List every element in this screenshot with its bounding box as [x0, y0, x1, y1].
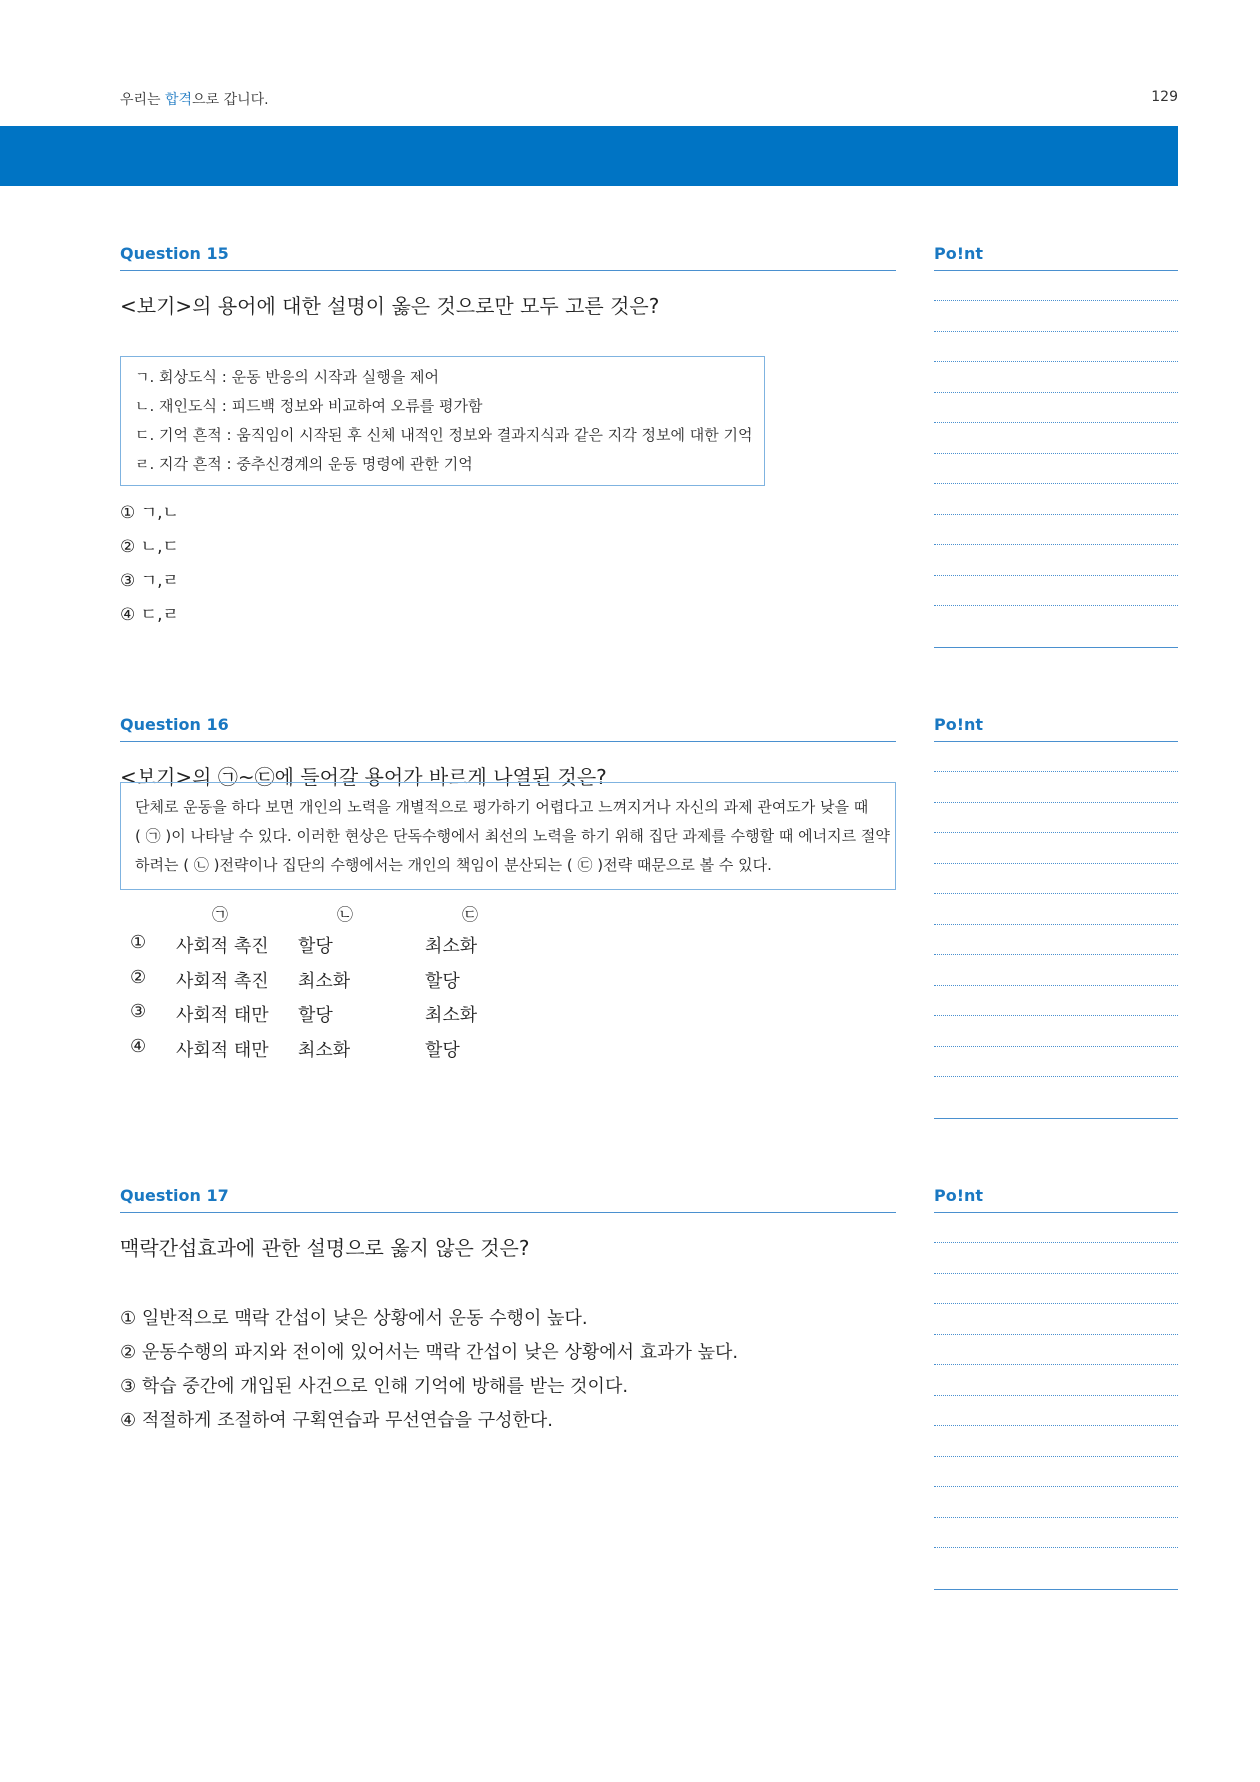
note-line: [934, 1364, 1178, 1365]
option-number: ④: [130, 1035, 147, 1057]
note-line: [934, 1046, 1178, 1047]
note-line: [934, 802, 1178, 803]
table-cell: 사회적 촉진: [176, 970, 269, 992]
note-line: [934, 483, 1178, 484]
note-line: [934, 1076, 1178, 1077]
answer-option: ④ ㄷ,ㄹ: [120, 605, 179, 625]
point-label: Po!nt: [934, 715, 984, 734]
table-cell: 사회적 태만: [176, 1039, 269, 1061]
note-line: [934, 331, 1178, 332]
note-line: [934, 1486, 1178, 1487]
question-text: <보기>의 ㉠~㉢에 들어갈 용어가 바르게 나열된 것은?: [120, 765, 607, 789]
note-line: [934, 832, 1178, 833]
question-label: Question 15: [120, 244, 229, 263]
note-line: [934, 1242, 1178, 1243]
header-text-pre: 우리는: [120, 92, 166, 108]
note-line: [934, 300, 1178, 301]
note-line: [934, 392, 1178, 393]
question-rule: [120, 741, 896, 742]
point-rule: [934, 270, 1178, 271]
point-rule: [934, 741, 1178, 742]
option-number: ③: [130, 1001, 147, 1022]
box-line: ㄱ. 회상도식 : 운동 반응의 시작과 실행을 제어: [135, 368, 440, 386]
table-cell: 할당: [298, 1005, 333, 1026]
header-highlight: 합격: [165, 92, 193, 108]
box-line: ㄹ. 지각 흔적 : 중추신경계의 운동 명령에 관한 기억: [135, 455, 473, 473]
note-line: [934, 1273, 1178, 1274]
question-label: Question 17: [120, 1186, 229, 1205]
note-line: [934, 453, 1178, 454]
note-line: [934, 514, 1178, 515]
note-line: [934, 863, 1178, 864]
box-line: 하려는 ( ㉡ )전략이나 집단의 수행에서는 개인의 책임이 분산되는 ( ㉢ )전략 때문으로 볼 수 있다.: [135, 856, 772, 874]
table-cell: 사회적 촉진: [176, 936, 269, 957]
page-number: 129: [1151, 89, 1178, 105]
note-line: [934, 1334, 1178, 1335]
answer-options: [120, 496, 179, 632]
note-line: [934, 575, 1178, 576]
point-end-rule: [934, 1118, 1178, 1119]
box-line: ㄷ. 기억 흔적 : 움직임이 시작된 후 신체 내적인 정보와 결과지식과 같은 지각 정보에 대한 기억: [135, 426, 753, 444]
answer-option: ④ 적절하게 조절하여 구획연습과 무선연습을 구성한다.: [120, 1410, 554, 1431]
answer-option: ② ㄴ,ㄷ: [120, 537, 179, 557]
note-line: [934, 954, 1178, 955]
answer-option: ③ 학습 중간에 개입된 사건으로 인해 기억에 방해를 받는 것이다.: [120, 1376, 629, 1397]
note-line: [934, 893, 1178, 894]
question-rule: [120, 270, 896, 271]
answer-option: ① 일반적으로 맥락 간섭이 낮은 상황에서 운동 수행이 높다.: [120, 1308, 588, 1329]
table-cell: 최소화: [298, 970, 351, 992]
note-line: [934, 924, 1178, 925]
note-line: [934, 1547, 1178, 1548]
example-box: [120, 782, 896, 890]
answer-option: ② 운동수행의 파지와 전이에 있어서는 맥락 간섭이 낮은 상황에서 효과가 높다.: [120, 1342, 739, 1363]
table-cell: 할당: [298, 936, 333, 957]
table-header-cell: ㉠: [212, 905, 229, 924]
table-cell: 할당: [425, 1039, 460, 1061]
table-cell: 최소화: [298, 1039, 351, 1061]
table-cell: 사회적 태만: [176, 1005, 269, 1026]
answer-option: ① ㄱ,ㄴ: [120, 503, 179, 523]
box-line: ㄴ. 재인도식 : 피드백 정보와 비교하여 오류를 평가함: [135, 397, 483, 415]
note-line: [934, 1395, 1178, 1396]
question-text: <보기>의 용어에 대한 설명이 옳은 것으로만 모두 고른 것은?: [120, 294, 660, 318]
note-line: [934, 1303, 1178, 1304]
question-label: Question 16: [120, 715, 229, 734]
running-header: [120, 89, 269, 109]
note-line: [934, 605, 1178, 606]
note-line: [934, 1456, 1178, 1457]
table-cell: 최소화: [425, 1005, 478, 1026]
note-line: [934, 1517, 1178, 1518]
point-end-rule: [934, 647, 1178, 648]
note-line: [934, 1425, 1178, 1426]
header-band: [0, 126, 1178, 186]
example-box: [120, 356, 765, 486]
option-number: ①: [130, 932, 147, 953]
answer-option: ③ ㄱ,ㄹ: [120, 571, 179, 591]
point-label: Po!nt: [934, 244, 984, 263]
note-line: [934, 544, 1178, 545]
answer-options: [120, 1302, 738, 1438]
note-line: [934, 422, 1178, 423]
table-cell: 할당: [425, 970, 460, 992]
header-text-post: 으로 갑니다.: [192, 92, 269, 108]
point-rule: [934, 1212, 1178, 1213]
table-header-cell: ㉡: [337, 905, 354, 924]
note-line: [934, 771, 1178, 772]
box-line: 단체로 운동을 하다 보면 개인의 노력을 개별적으로 평가하기 어렵다고 느껴지거나 자신의 과제 관여도가 낮을 때: [135, 798, 869, 816]
question-text: 맥락간섭효과에 관한 설명으로 옳지 않은 것은?: [120, 1236, 530, 1260]
note-line: [934, 1015, 1178, 1016]
option-number: ②: [130, 966, 147, 988]
point-label: Po!nt: [934, 1186, 984, 1205]
point-end-rule: [934, 1589, 1178, 1590]
question-rule: [120, 1212, 896, 1213]
table-cell: 최소화: [425, 936, 478, 957]
box-line: ( ㉠ )이 나타날 수 있다. 이러한 현상은 단독수행에서 최선의 노력을 하기 위해 집단 과제를 수행할 때 에너지르 절약: [135, 827, 890, 845]
note-line: [934, 985, 1178, 986]
note-line: [934, 361, 1178, 362]
table-header-cell: ㉢: [462, 905, 479, 924]
